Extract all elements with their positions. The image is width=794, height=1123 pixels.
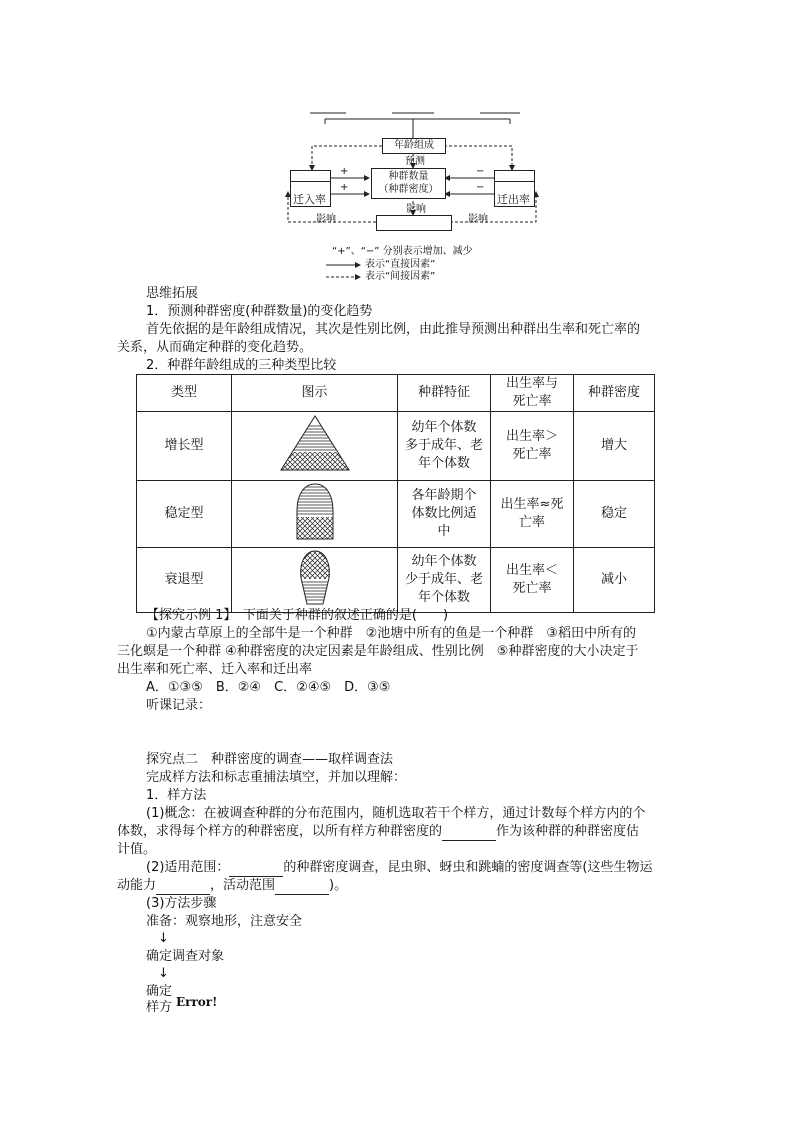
example-options: A．①③⑤ B．②④ C．②④⑤ D．③⑤: [146, 680, 391, 695]
growth-pyramid-figure: [232, 412, 398, 481]
expand-heading: 思维拓展: [146, 286, 199, 301]
scope-line2: 动能力 ，活动范围 )。: [117, 878, 348, 893]
plus-sign-top: +: [340, 166, 349, 177]
immigration-rate-box: 迁入率: [290, 170, 331, 207]
example-title: 【探究示例 1】 下面关于种群的叙述正确的是( ): [146, 608, 449, 623]
blank-factor-box: [376, 215, 452, 231]
header-type: 类型: [137, 375, 232, 412]
concept-line3: 计值。: [117, 842, 157, 857]
table-row: [137, 481, 655, 548]
row-type: 增长型: [137, 412, 232, 481]
header-rates: 出生率与 死亡率: [491, 375, 574, 412]
expand-item1-line2: 关系，从而确定种群的变化趋势。: [117, 340, 313, 355]
stable-bell-figure: [232, 481, 398, 548]
expand-item1-line1: 首先依据的是年龄组成情况，其次是性别比例，由此推导预测出种群出生率和死亡率的: [146, 322, 641, 337]
scope-line1: (2)适用范围： 的种群密度调查，昆虫卵、蚜虫和跳蝻的密度调查等(这些生物运: [146, 860, 653, 875]
down-arrow-icon: ↓: [158, 966, 169, 981]
row-density: 稳定: [574, 481, 655, 548]
row-density: 减小: [574, 548, 655, 613]
section2-title: 探究点二 种群密度的调查——取样调查法: [146, 752, 394, 767]
age-structure-table: [136, 374, 655, 613]
fill-blank[interactable]: [442, 826, 496, 841]
minus-sign-bottom: −: [476, 182, 485, 193]
header-feature: 种群特征: [398, 375, 491, 412]
row-rates: 出生率≈死 亡率: [491, 481, 574, 548]
center-line-1: 种群数量: [388, 171, 429, 182]
concept-line1: (1)概念：在被调查种群的分布范围内，随机选取若干个样方，通过计数每个样方内的个: [146, 806, 646, 821]
predict-label: 预测: [405, 156, 425, 167]
legend-signs: “+”、“−” 分别表示增加、减少: [332, 246, 473, 257]
row-type: 稳定型: [137, 481, 232, 548]
header-density: 种群密度: [574, 375, 655, 412]
table-header-row: [137, 375, 655, 412]
center-line-2: （种群密度）: [378, 184, 439, 195]
listening-notes: 听课记录：: [146, 698, 212, 713]
steps-title: (3)方法步骤: [146, 896, 217, 911]
fill-blank[interactable]: [229, 862, 283, 877]
error-text: Error!: [176, 995, 218, 1009]
row-density: 增大: [574, 412, 655, 481]
influence-left-label: 影响: [316, 214, 336, 225]
step-determine-quadrat-1: 确定: [146, 984, 173, 999]
header-figure: 图示: [232, 375, 398, 412]
example-line3: 出生率和死亡率、迁入率和迁出率: [117, 662, 313, 677]
down-arrow-icon: ↓: [158, 931, 169, 946]
quadrat-method-heading: 1．样方法: [146, 788, 207, 803]
fill-blank[interactable]: [275, 880, 329, 895]
fill-blank[interactable]: [156, 880, 210, 895]
step-prepare: 准备：观察地形，注意安全: [146, 914, 303, 929]
influence-right-label: 影响: [468, 214, 488, 225]
legend-direct: 表示“直接因素”: [365, 259, 436, 270]
row-type: 衰退型: [137, 548, 232, 613]
example-line1: ①内蒙古草原上的全部牛是一个种群 ②池塘中所有的鱼是一个种群 ③稻田中所有的: [146, 626, 636, 641]
age-structure-box: 年龄组成: [382, 138, 446, 154]
concept-line2: 体数，求得每个样方的种群密度，以所有样方种群密度的 作为该种群的种群密度估: [117, 824, 640, 839]
emigration-rate-box: 迁出率: [494, 170, 535, 207]
expand-item2-title: 2．种群年龄组成的三种类型比较: [146, 358, 337, 373]
example-line2: 三化螟是一个种群 ④种群密度的决定因素是年龄组成、性别比例 ⑤种群密度的大小决定于: [117, 644, 639, 659]
row-rates: 出生率＞ 死亡率: [491, 412, 574, 481]
expand-item1-title: 1．预测种群密度(种群数量)的变化趋势: [146, 304, 373, 319]
row-feature: 幼年个体数 少于成年、老 年个体数: [398, 548, 491, 613]
decline-urn-figure: [232, 548, 398, 613]
step-determine-target: 确定调查对象: [146, 949, 225, 964]
plus-sign-bottom: +: [340, 182, 349, 193]
table-row: [137, 548, 655, 613]
step-determine-quadrat-2: 样方: [146, 1000, 173, 1015]
row-feature: 幼年个体数 多于成年、老 年个体数: [398, 412, 491, 481]
minus-sign-top: −: [476, 166, 485, 177]
section2-intro: 完成样方法和标志重捕法填空，并加以理解：: [146, 770, 407, 785]
table-row: [137, 412, 655, 481]
legend-indirect: 表示“间接因素”: [365, 271, 436, 282]
row-feature: 各年龄期个 体数比例适 中: [398, 481, 491, 548]
row-rates: 出生率＜ 死亡率: [491, 548, 574, 613]
population-size-box: [371, 168, 446, 199]
influence-center-label: 影响: [406, 204, 426, 215]
